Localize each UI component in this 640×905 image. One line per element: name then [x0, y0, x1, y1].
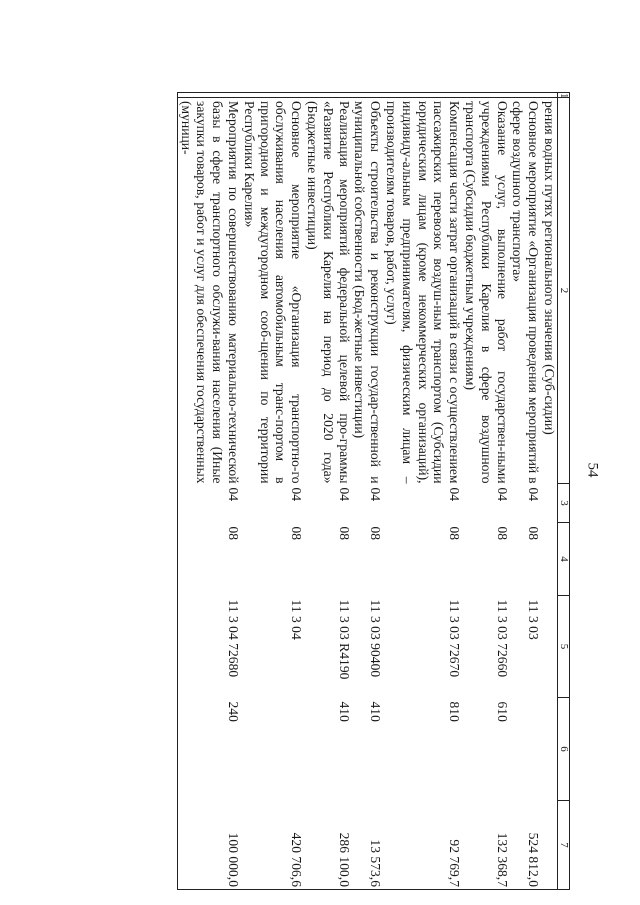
expense-type-code: 410 [368, 701, 384, 722]
item-name: Основное мероприятие «Организация проведения мероприятий в сфере воздушного транспорта» [510, 101, 542, 484]
section-code: 04 [336, 487, 352, 502]
column-number-row [558, 93, 570, 890]
target-article-code: 11 3 03 72660 [494, 599, 510, 678]
item-name: Компенсация части затрат организаций в связи с осуществлением пассажирских перевозок воздуш-ным транспортом (Субсидии юридическим лицам (кроме некоммерческих организаций), индивиду-альным предпринимателям, физическим лицам – производителям товаров, работ, услуг) [384, 101, 463, 484]
section-code: 04 [447, 487, 463, 502]
subsection-code: 08 [336, 526, 352, 541]
column-number: 4 [558, 523, 570, 596]
amount: 13 573,6 [352, 801, 384, 890]
item-name: Объекты строительства и реконструкции государ-ственной и муниципальной собственности (Бюд-жетные инвестиции) [352, 101, 384, 484]
target-article-code: 11 3 04 72680 [177, 596, 241, 698]
column-number: 1 [558, 93, 570, 99]
column-number: 6 [558, 698, 570, 801]
item-name: Реализация мероприятий федеральной целевой про-граммы «Развитие Республики Карелия на период до 2020 года» (Бюджетные инвестиции) [305, 101, 352, 484]
target-article-code: 11 3 03 R4190 [336, 599, 352, 680]
expense-type-code [541, 698, 557, 801]
expense-type-code: 810 [447, 701, 463, 722]
amount: 524 812,0 [510, 801, 542, 890]
budget-table [177, 92, 570, 890]
table-row [241, 93, 304, 890]
expense-type-code [241, 698, 304, 801]
table-row [304, 93, 351, 890]
target-article-code: 11 3 03 90400 [368, 599, 384, 678]
amount: 132 368,7 [462, 801, 509, 890]
subsection-code: 08 [289, 526, 305, 541]
expense-type-code [510, 698, 542, 801]
subsection-code [541, 523, 557, 596]
target-article-code [541, 596, 557, 698]
column-number: 2 [558, 98, 570, 484]
section-code: 04 [177, 484, 241, 523]
target-article-code: 11 3 03 72670 [447, 599, 463, 678]
expense-type-code: 410 [336, 701, 352, 722]
amount: 420 706,6 [241, 801, 304, 890]
budget-table-container [177, 92, 570, 890]
table-row [462, 93, 509, 890]
amount: 286 100,0 [304, 801, 351, 890]
amount [541, 801, 557, 890]
item-name: Мероприятия по совершенствованию материально-технической базы в сфере транспортного обслужи-вания населения (Иные закупки товаров, работ и услуг для обеспечения государственных (муници- [177, 98, 241, 484]
section-code: 04 [526, 487, 542, 502]
table-row [352, 93, 384, 890]
table-row [510, 93, 542, 890]
table-row [541, 93, 557, 890]
subsection-code: 08 [494, 526, 510, 541]
subsection-code: 08 [177, 523, 241, 596]
section-code: 04 [368, 487, 384, 502]
section-code: 04 [494, 487, 510, 502]
item-name: Основное мероприятие «Организация транспортно-го обслуживания населения автомобильным транс-портом в пригородном и междугородном сооб-щении по территории Республики Карелия» [241, 101, 305, 484]
section-code [541, 484, 557, 523]
subsection-code: 08 [447, 526, 463, 541]
expense-type-code: 610 [494, 701, 510, 722]
amount: 100 000,0 [177, 801, 241, 890]
column-number: 5 [558, 596, 570, 698]
subsection-code: 08 [368, 526, 384, 541]
page-number: 54 [584, 462, 601, 478]
item-name: Оказание услуг, выполнение работ государствен-ными учреждениями Республики Карелия в сфере воздушного транспорта (Субсидии бюджетным учреждениям) [463, 101, 510, 484]
item-name: рения водных путях регионального значения (Суб-сидии) [542, 101, 557, 435]
expense-type-code: 240 [177, 698, 241, 801]
column-number: 7 [558, 801, 570, 890]
section-code: 04 [289, 487, 305, 502]
column-number: 3 [558, 484, 570, 523]
target-article-code: 11 3 04 [289, 599, 305, 640]
table-row [383, 93, 462, 890]
target-article-code: 11 3 03 [526, 599, 542, 640]
table-row [177, 93, 241, 890]
subsection-code: 08 [526, 526, 542, 541]
amount: 92 769,7 [383, 801, 462, 890]
